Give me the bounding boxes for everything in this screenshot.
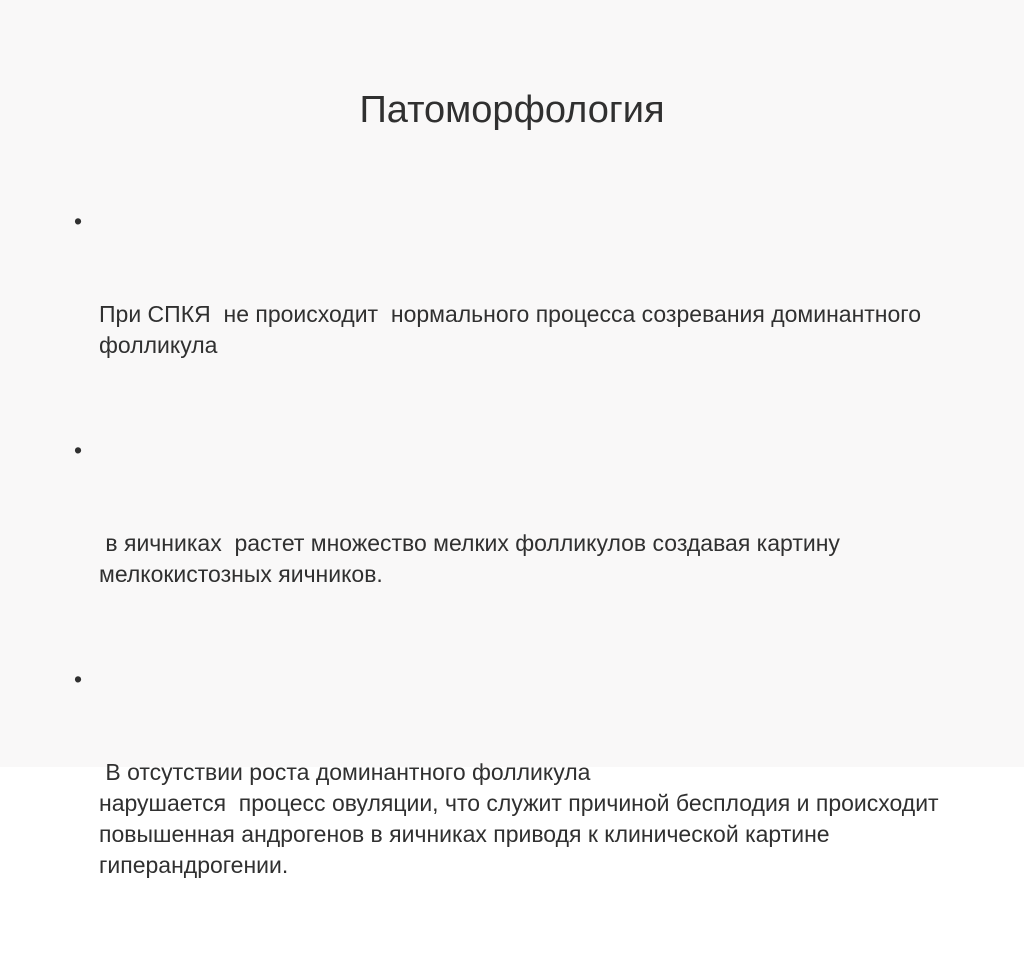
slide-title: Патоморфология [359,89,665,131]
bullet-icon: • [74,437,83,463]
bullet-icon: • [74,666,83,692]
bullet-icon: • [74,208,83,234]
bullet-item [74,206,974,423]
bullet-text: в яичниках растет множество мелких фолликулов создавая картину мелкокистозных яичников. [99,530,847,587]
bullet-text: В отсутствии роста доминантного фолликула нарушается процесс овуляции, что служит причиной бесплодия и происходит повышенная андрогенов в яичниках приводя к клинической картине гиперандрогении. [99,759,939,878]
bullet-item [74,664,974,943]
bullet-item [74,435,974,652]
bullet-list [74,206,974,955]
bullet-text: При СПКЯ не происходит нормального процесса созревания доминантного фолликула [99,301,928,358]
